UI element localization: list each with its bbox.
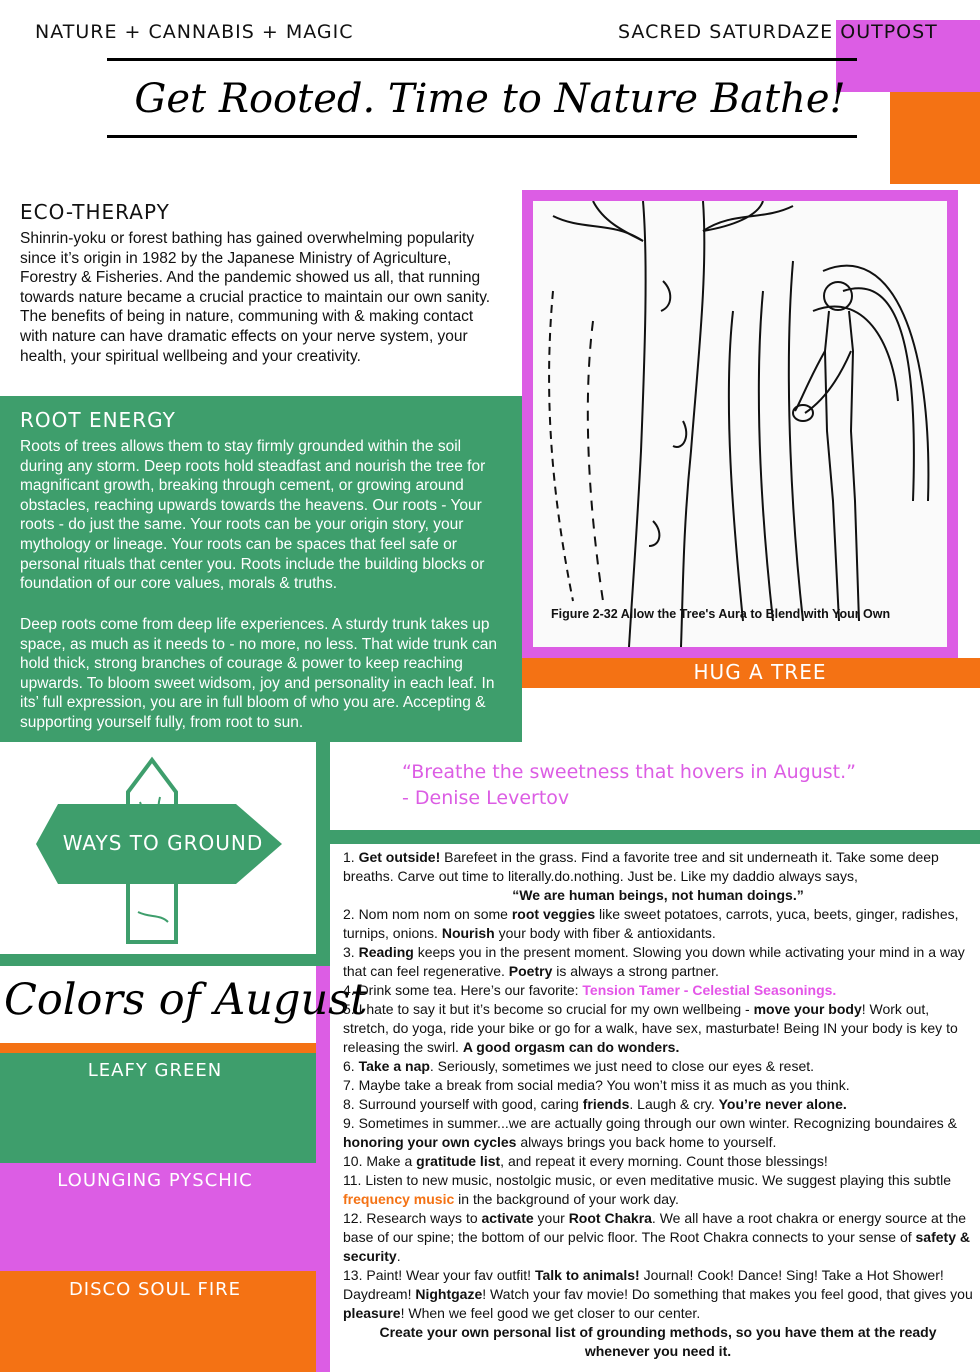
header-right-accent: OUTPOST xyxy=(840,21,938,43)
header-left: NATURE + CANNABIS + MAGIC xyxy=(35,21,354,43)
eco-heading: ECO-THERAPY xyxy=(20,200,170,224)
hug-tree-label: HUG A TREE xyxy=(693,660,827,684)
quote-line-2: - Denise Levertov xyxy=(402,787,570,809)
list-item: 10. Make a gratitude list, and repeat it every morning. Count those blessings! xyxy=(343,1153,828,1169)
tea-link[interactable]: Tension Tamer - Celestial Seasonings. xyxy=(582,982,837,998)
frequency-music-link[interactable]: frequency music xyxy=(343,1191,455,1207)
list-item: 8. Surround yourself with good, caring friends. Laugh & cry. You’re never alone. xyxy=(343,1096,847,1112)
list-item: 6. Take a nap. Seriously, sometimes we just need to close our eyes & reset. xyxy=(343,1058,815,1074)
eco-body: Shinrin-yoku or forest bathing has gained overwhelming popularity since it’s origin in 1982 by the Japanese Ministry of Agriculture, Forestry & Fisheries. And the pandemic showed us all, that running towards nature became a crucial practice to maintain our own sanity. The benefits of being in nature, communing with & making contact with nature can have dramatic effects on your nerve system, your health, your spiritual wellbeing and your creativity. xyxy=(20,230,491,365)
list-item: 4. Drink some tea. Here’s our favorite: Tension Tamer - Celestial Seasonings. xyxy=(343,982,837,998)
ways-list xyxy=(343,848,973,1361)
orange-corner-block xyxy=(890,92,980,184)
ways-top-bar xyxy=(330,830,980,844)
title-rule xyxy=(107,135,857,138)
list-item: 2. Nom nom nom on some root veggies like sweet potatoes, carrots, yuca, beets, ginger, radishes, turnips, onions. Nourish your body with fiber & antioxidants. xyxy=(343,906,959,941)
list-item: 5. I hate to say it but it’s become so crucial for my own wellbeing - move your body! Work out, stretch, do yoga, ride your bike or go for a walk, have sex, masturbate! Being IN your body is key to releasing the swirl. A good orgasm can do wonders. xyxy=(343,1001,958,1055)
colors-divider xyxy=(0,1043,316,1053)
list-item: 9. Sometimes in summer...we are actually going through our own winter. Recognizing boundaires & honoring your own cycles always brings you back home to yourself. xyxy=(343,1115,957,1150)
list-item-quote: “We are human beings, not human doings.” xyxy=(512,887,804,903)
list-item: 13. Paint! Wear your fav outfit! Talk to animals! Journal! Cook! Dance! Sing! Take a Hot Shower! Daydream! Nightgaze! Watch your fav movie! Do something that makes you feel good, that gives you pleasure! When we feel good we get closer to our center. xyxy=(343,1267,973,1321)
list-item: 7. Maybe take a break from social media? You won’t miss it as much as you think. xyxy=(343,1077,850,1093)
tree-drawing xyxy=(533,201,947,647)
root-paragraph-2: Deep roots come from deep life experiences. A sturdy trunk takes up space, as much as it needs to - no more, no less. That wide trunk can hold thick, strong branches of courage & power to keep reaching upwards. To bloom sweet widsom, joy and personality in each leaf. In its’ full expression, you are in full bloom of who you are. Accepting & supporting yourself fully, from root to sun. xyxy=(20,616,498,731)
swatch-leafy-green-label: LEAFY GREEN xyxy=(87,1060,223,1081)
header-right-main: SACRED SATURDAZE xyxy=(618,21,841,43)
colors-title: Colors of August xyxy=(4,975,368,1025)
top-rule xyxy=(107,58,857,61)
page-title: Get Rooted. Time to Nature Bathe! xyxy=(134,76,846,122)
root-heading: ROOT ENERGY xyxy=(20,408,176,432)
list-item: 12. Research ways to activate your Root Chakra. We all have a root chakra or energy source at the base of our spine; the bottom of our pelvic floor. The Root Chakra connects to your sense of safety & security. xyxy=(343,1210,970,1264)
ways-to-ground-label: WAYS TO GROUND xyxy=(62,831,264,855)
colors-top-bar xyxy=(0,954,316,966)
quote-green-bar xyxy=(316,742,330,966)
root-paragraph-1: Roots of trees allows them to stay firmly grounded within the soil during any storm. Deep roots hold steadfast and nourish the tree for magnificant growth, breaking through cement, or growing around obstacles, reaching upwards towards the heavens. Our roots - Your roots - do just the same. Your roots can be your origin story, your mythology or lineage. Your roots can be spaces that feel safe or personal rituals that center you. Roots include the building blocks or foundation of our core values, morals & truths. xyxy=(20,438,486,593)
figure-image xyxy=(533,201,947,647)
figure-caption: Figure 2-32 Allow the Tree's Aura to Blend with Your Own xyxy=(551,607,891,621)
quote-line-1: “Breathe the sweetness that hovers in August.” xyxy=(402,761,857,783)
list-item: 3. Reading keeps you in the present moment. Slowing you down while activating your mind in a way that can feel regenerative. Poetry is always a strong partner. xyxy=(343,944,965,979)
closing-note: Create your own personal list of grounding methods, so you have them at the ready whenever you need it. xyxy=(379,1324,937,1359)
list-item: 1. Get outside! Barefeet in the grass. Find a favorite tree and sit underneath it. Take some deep breaths. Carve out time to literally.do.nothing. Just be. Like my daddio always says, xyxy=(343,849,939,884)
swatch-lounging-pyschic-label: LOUNGING PYSCHIC xyxy=(57,1170,253,1191)
swatch-disco-soul-fire-label: DISCO SOUL FIRE xyxy=(68,1279,242,1300)
list-item: 11. Listen to new music, nostolgic music, or even meditative music. We suggest playing this subtle frequency music in the background of your work day. xyxy=(343,1172,951,1207)
header-right xyxy=(618,21,938,43)
ways-left-bar xyxy=(316,966,330,1372)
